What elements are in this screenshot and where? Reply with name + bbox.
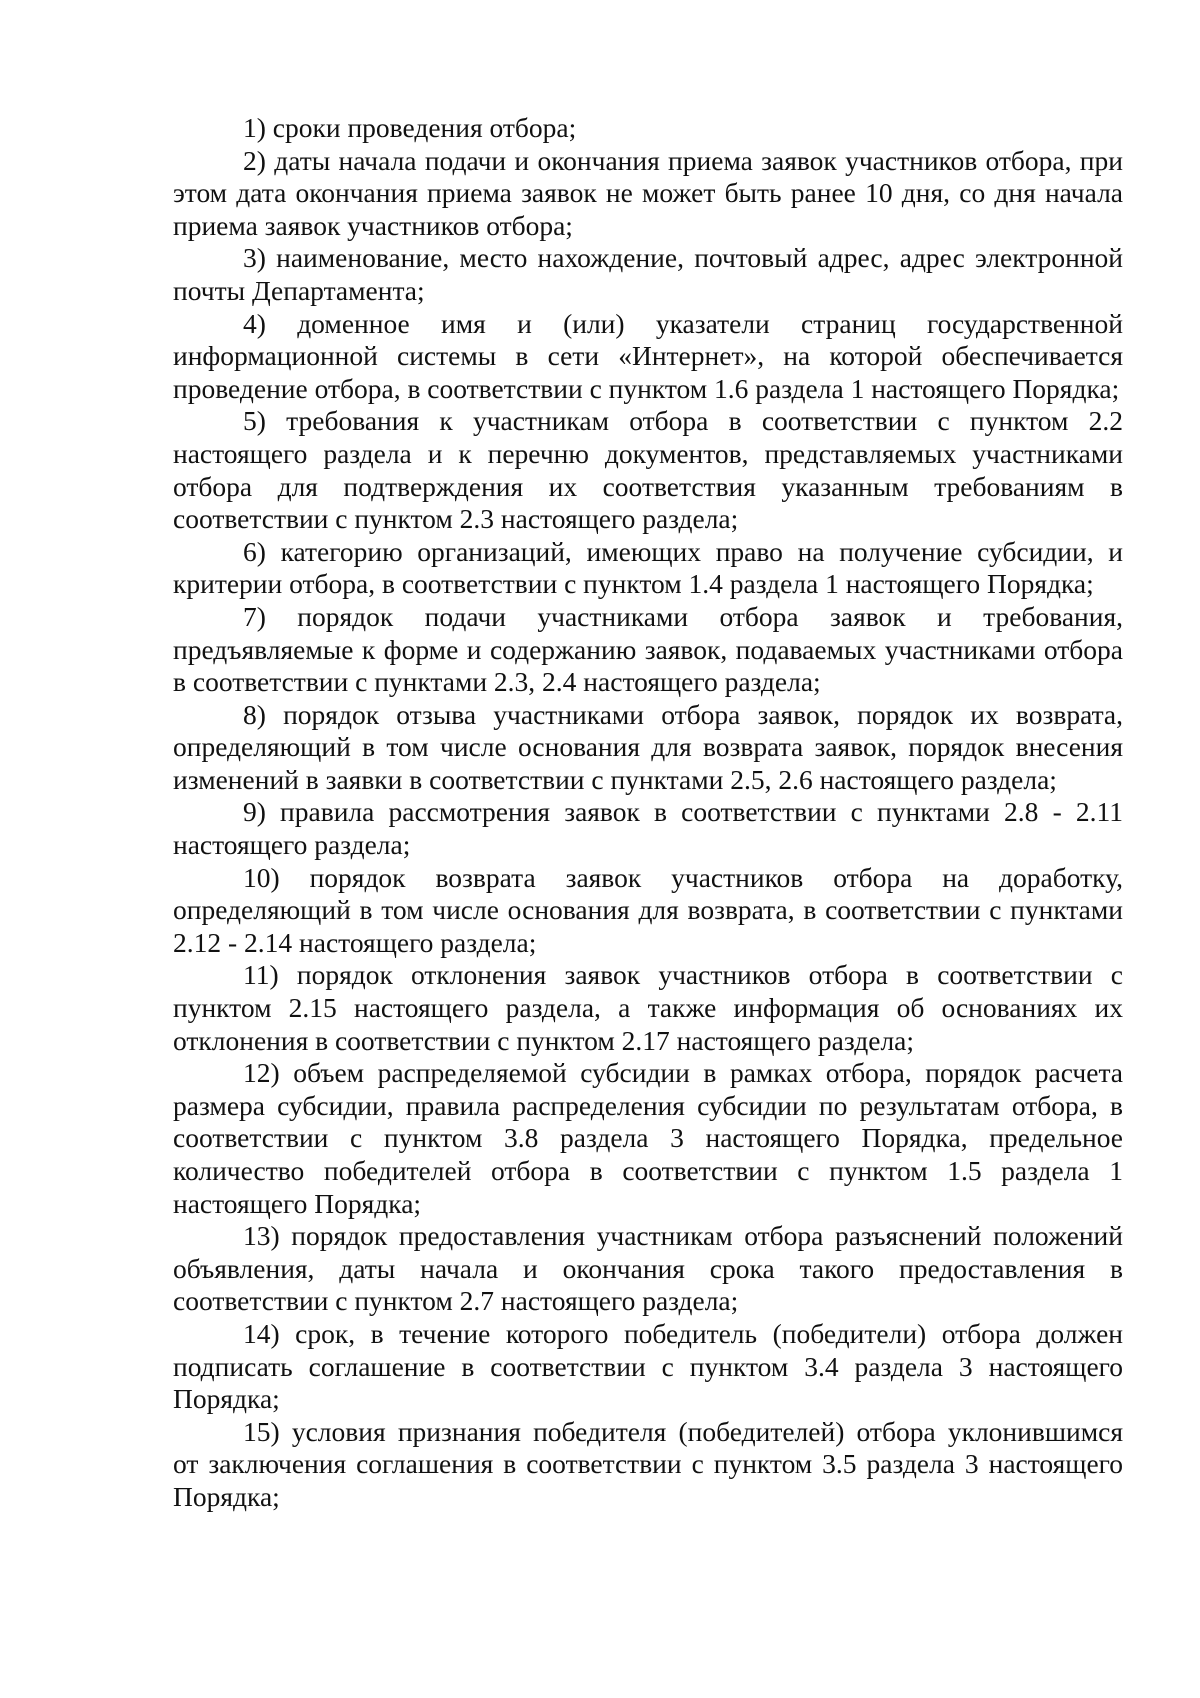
list-item-9: 9) правила рассмотрения заявок в соответствии с пунктами 2.8 - 2.11 настоящего раздела;: [173, 796, 1123, 861]
list-item-7: 7) порядок подачи участниками отбора заявок и требования, предъявляемые к форме и содержанию заявок, подаваемых участниками отбора в соответствии с пунктами 2.3, 2.4 настоящего раздела;: [173, 600, 1123, 698]
list-item-10: 10) порядок возврата заявок участников отбора на доработку, определяющий в том числе основания для возврата, в соответствии с пунктами 2.12 - 2.14 настоящего раздела;: [173, 861, 1123, 958]
list-item-1: 1) сроки проведения отбора;: [243, 112, 577, 143]
list-item-12: 12) объем распределяемой субсидии в рамках отбора, порядок расчета размера субсидии, правила распределения субсидии по результатам отбора, в соответствии с пунктом 3.8 раздела 3 настоящего Порядка, предельное количество победителей отбора в соответствии с пунктом 1.5 раздела 1 настоящего Порядка;: [173, 1057, 1123, 1219]
list-item-6: 6) категорию организаций, имеющих право на получение субсидии, и критерии отбора, в соответствии с пунктом 1.4 раздела 1 настоящего Порядка;: [173, 535, 1123, 600]
list-item-2: 2) даты начала подачи и окончания приема заявок участников отбора, при этом дата окончания приема заявок не может быть ранее 10 дня, со дня начала приема заявок участников отбора;: [173, 144, 1123, 241]
document-page: [173, 112, 1123, 1514]
list-item-11: 11) порядок отклонения заявок участников отбора в соответствии с пунктом 2.15 настоящего раздела, а также информация об основаниях их отклонения в соответствии с пунктом 2.17 настоящего раздела;: [173, 959, 1123, 1056]
list-item-4: 4) доменное имя и (или) указатели страниц государственной информационной системы в сети «Интернет», на которой обеспечивается проведение отбора, в соответствии с пунктом 1.6 раздела 1 настоящего Порядка;: [173, 307, 1123, 404]
list-item-15: 15) условия признания победителя (победителей) отбора уклонившимся от заключения соглашения в соответствии с пунктом 3.5 раздела 3 настоящего Порядка;: [173, 1415, 1123, 1512]
list-item-8: 8) порядок отзыва участниками отбора заявок, порядок их возврата, определяющий в том числе основания для возврата заявок, порядок внесения изменений в заявки в соответствии с пунктами 2.5, 2.6 настоящего раздела;: [173, 698, 1123, 795]
list-item-3: 3) наименование, место нахождение, почтовый адрес, адрес электронной почты Департамента;: [173, 242, 1123, 306]
list-item-5: 5) требования к участникам отбора в соответствии с пунктом 2.2 настоящего раздела и к перечню документов, представляемых участниками отбора для подтверждения их соответствия указанным требованиям в соответствии с пунктом 2.3 настоящего раздела;: [173, 405, 1123, 535]
list-item-14: 14) срок, в течение которого победитель (победители) отбора должен подписать соглашение в соответствии с пунктом 3.4 раздела 3 настоящего Порядка;: [173, 1317, 1123, 1415]
list-item-13: 13) порядок предоставления участникам отбора разъяснений положений объявления, даты начала и окончания срока такого предоставления в соответствии с пунктом 2.7 настоящего раздела;: [173, 1220, 1123, 1317]
